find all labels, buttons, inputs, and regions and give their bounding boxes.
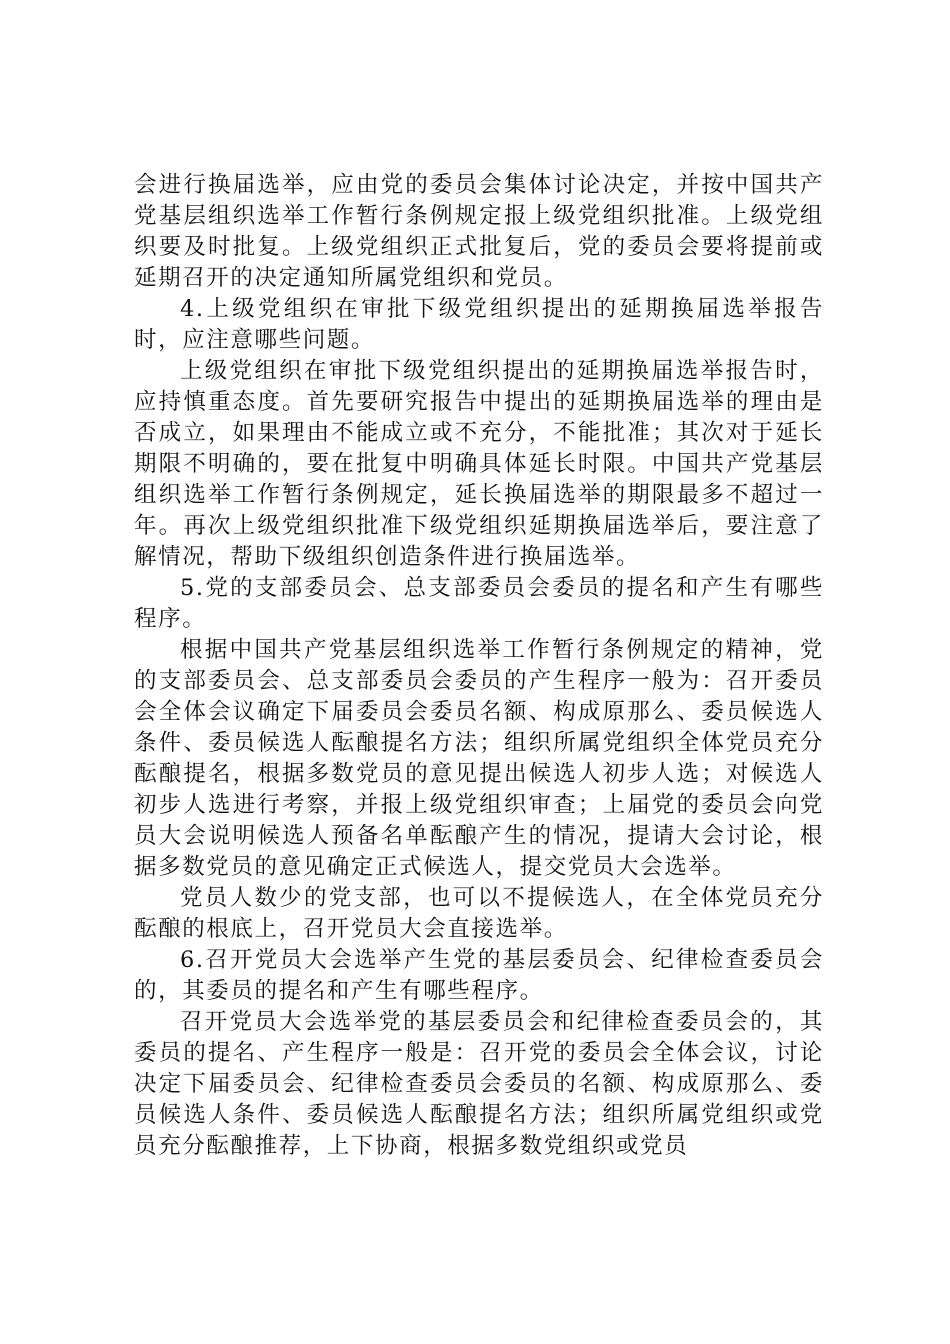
- answer-5: 根据中国共产党基层组织选举工作暂行条例规定的精神，党的支部委员会、总支部委员会委员的产生程序一般为：召开委员会全体会议确定下届委员会委员名额、构成原那么、委员候选人条件、委员候选人酝酿提名方法；组织所属党组织全体党员充分酝酿提名，根据多数党员的意见提出候选人初步人选；对候选人初步人选进行考察，并报上级党组织审查；上届党的委员会向党员大会说明候选人预备名单酝酿产生的情况，提请大会讨论，根据多数党员的意见确定正式候选人，提交党员大会选举。: [134, 637, 824, 880]
- question-4: 4.上级党组织在审批下级党组织提出的延期换届选举报告时，应注意哪些问题。: [134, 296, 824, 353]
- document-body: [134, 170, 824, 1162]
- answer-4: 上级党组织在审批下级党组织提出的延期换届选举报告时，应持慎重态度。首先要研究报告中提出的延期换届选举的理由是否成立，如果理由不能成立或不充分，不能批准；其次对于延长期限不明确的，要在批复中明确具体延长时限。中国共产党基层组织选举工作暂行条例规定，延长换届选举的期限最多不超过一年。再次上级党组织批准下级党组织延期换届选举后，要注意了解情况，帮助下级组织创造条件进行换届选举。: [134, 358, 824, 570]
- answer-6: 召开党员大会选举党的基层委员会和纪律检查委员会的，其委员的提名、产生程序一般是：召开党的委员会全体会议，讨论决定下届委员会、纪律检查委员会委员的名额、构成原那么、委员候选人条件、委员候选人酝酿提名方法；组织所属党组织或党员充分酝酿推荐，上下协商，根据多数党组织或党员: [134, 1009, 824, 1159]
- paragraph-continuation: 会进行换届选举，应由党的委员会集体讨论决定，并按中国共产党基层组织选举工作暂行条例规定报上级党组织批准。上级党组织要及时批复。上级党组织正式批复后，党的委员会要将提前或延期召开的决定通知所属党组织和党员。: [134, 172, 824, 291]
- answer-5-note: 党员人数少的党支部，也可以不提候选人，在全体党员充分酝酿的根底上，召开党员大会直接选举。: [134, 885, 824, 942]
- question-5: 5.党的支部委员会、总支部委员会委员的提名和产生有哪些程序。: [134, 575, 824, 632]
- question-6: 6.召开党员大会选举产生党的基层委员会、纪律检查委员会的，其委员的提名和产生有哪些程序。: [134, 947, 824, 1004]
